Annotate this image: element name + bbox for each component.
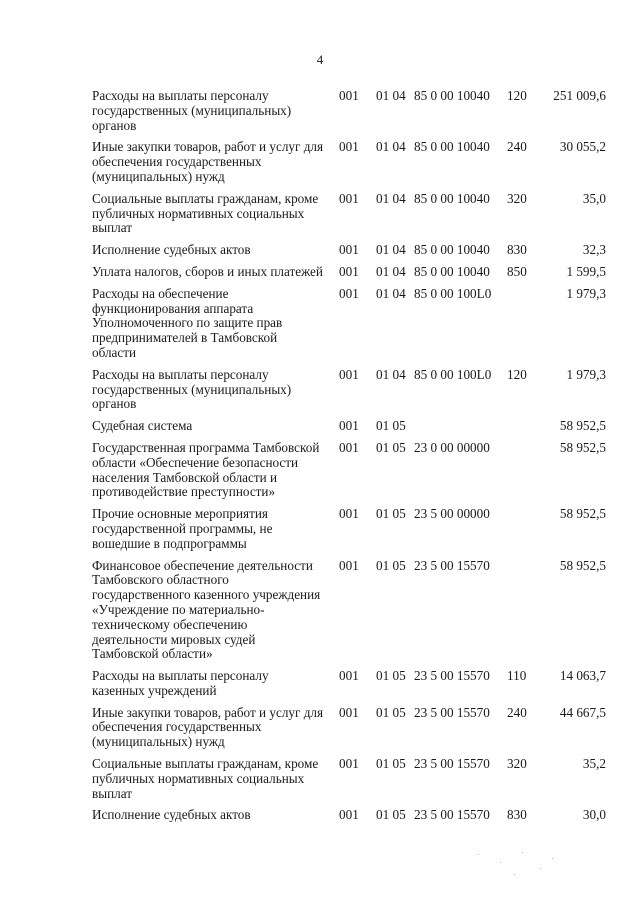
section-code: 01 05 xyxy=(376,418,406,434)
row-description: Расходы на выплаты персоналу казенных учреждений xyxy=(92,668,269,698)
row-description: Расходы на обеспечение функционирования аппарата Уполномоченного по защите прав предпринимателей в Тамбовской области xyxy=(92,285,283,360)
row-description: Прочие основные мероприятия государственной программы, не вошедшие в подпрограммы xyxy=(92,506,273,551)
article-code: 85 0 00 100L0 xyxy=(414,285,492,301)
amount: 1 979,3 xyxy=(566,366,606,382)
admin-code: 001 xyxy=(339,88,359,103)
table-row xyxy=(92,287,614,361)
article-code: 85 0 00 10040 xyxy=(414,88,490,103)
budget-table xyxy=(92,89,614,830)
table-row xyxy=(92,757,614,801)
amount: 58 952,5 xyxy=(559,506,606,522)
row-description: Социальные выплаты гражданам, кроме публичных нормативных социальных выплат xyxy=(92,756,319,801)
table-row xyxy=(92,192,614,236)
article-code: 23 5 00 00000 xyxy=(414,506,490,522)
article-code: 23 5 00 15570 xyxy=(414,557,490,573)
admin-code: 001 xyxy=(339,190,359,206)
amount: 35,0 xyxy=(582,190,606,206)
admin-code: 001 xyxy=(339,242,359,258)
table-row xyxy=(92,140,614,184)
section-code: 01 04 xyxy=(376,242,406,258)
amount: 58 952,5 xyxy=(559,439,606,455)
article-code: 23 5 00 15570 xyxy=(414,756,490,772)
amount: 58 952,5 xyxy=(559,418,606,434)
article-code: 85 0 00 10040 xyxy=(414,139,490,155)
section-code: 01 04 xyxy=(376,88,406,103)
amount: 58 952,5 xyxy=(559,557,606,573)
amount: 1 599,5 xyxy=(566,263,606,279)
section-code: 01 04 xyxy=(376,139,406,155)
section-code: 01 04 xyxy=(376,366,406,382)
article-code: 85 0 00 10040 xyxy=(414,263,490,279)
article-code: 85 0 00 10040 xyxy=(414,242,490,258)
section-code: 01 05 xyxy=(376,807,406,823)
section-code: 01 04 xyxy=(376,285,406,301)
admin-code: 001 xyxy=(339,807,359,823)
expense-type-code: 240 xyxy=(507,139,527,155)
admin-code: 001 xyxy=(339,366,359,382)
article-code: 85 0 00 100L0 xyxy=(414,366,492,382)
section-code: 01 05 xyxy=(376,704,406,720)
expense-type-code: 320 xyxy=(507,190,527,206)
table-row xyxy=(92,243,614,258)
row-description: Судебная система xyxy=(92,418,193,434)
section-code: 01 05 xyxy=(376,668,406,684)
row-description: Исполнение судебных актов xyxy=(92,807,251,823)
table-row xyxy=(92,89,614,133)
table-row xyxy=(92,669,614,699)
table-row xyxy=(92,441,614,500)
page-number: 4 xyxy=(316,52,324,67)
table-row xyxy=(92,265,614,280)
amount: 44 667,5 xyxy=(559,704,606,720)
expense-type-code: 830 xyxy=(507,807,527,823)
amount: 35,2 xyxy=(582,756,606,772)
amount: 30 055,2 xyxy=(559,139,606,155)
table-row xyxy=(92,368,614,412)
expense-type-code: 120 xyxy=(507,88,527,103)
table-row xyxy=(92,507,614,551)
section-code: 01 04 xyxy=(376,263,406,279)
amount: 14 063,7 xyxy=(559,668,606,684)
row-description: Иные закупки товаров, работ и услуг для обеспечения государственных (муниципальных) нужд xyxy=(92,139,324,184)
expense-type-code: 120 xyxy=(507,366,527,382)
row-description: Социальные выплаты гражданам, кроме публичных нормативных социальных выплат xyxy=(92,190,319,236)
table-row xyxy=(92,419,614,434)
row-description: Финансовое обеспечение деятельности Тамбовского областного государственного казенного учреждения «Учреждение по материально-техническому обеспечению деятельности мировых судей Тамбовской области» xyxy=(92,557,321,662)
expense-type-code: 850 xyxy=(507,263,527,279)
article-code: 23 5 00 15570 xyxy=(414,807,490,823)
table-row xyxy=(92,559,614,663)
row-description: Государственная программа Тамбовской области «Обеспечение безопасности населения Тамбовской области и противодействие преступности» xyxy=(92,439,320,500)
admin-code: 001 xyxy=(339,557,359,573)
admin-code: 001 xyxy=(339,139,359,155)
row-description: Иные закупки товаров, работ и услуг для обеспечения государственных (муниципальных) нужд xyxy=(92,704,324,750)
article-code: 85 0 00 10040 xyxy=(414,190,490,206)
admin-code: 001 xyxy=(339,285,359,301)
admin-code: 001 xyxy=(339,439,359,455)
admin-code: 001 xyxy=(339,263,359,279)
table-row xyxy=(92,706,614,750)
table-row xyxy=(92,808,614,823)
admin-code: 001 xyxy=(339,506,359,522)
row-description: Исполнение судебных актов xyxy=(92,242,251,258)
section-code: 01 04 xyxy=(376,190,406,206)
scan-noise xyxy=(470,850,560,880)
admin-code: 001 xyxy=(339,668,359,684)
row-description: Расходы на выплаты персоналу государственных (муниципальных) органов xyxy=(92,88,292,133)
section-code: 01 05 xyxy=(376,506,406,522)
expense-type-code: 110 xyxy=(507,668,527,684)
amount: 30,0 xyxy=(582,807,606,823)
admin-code: 001 xyxy=(339,418,359,434)
section-code: 01 05 xyxy=(376,557,406,573)
row-description: Уплата налогов, сборов и иных платежей xyxy=(92,263,323,279)
article-code: 23 5 00 15570 xyxy=(414,668,490,684)
admin-code: 001 xyxy=(339,704,359,720)
section-code: 01 05 xyxy=(376,439,406,455)
amount: 32,3 xyxy=(582,242,606,258)
section-code: 01 05 xyxy=(376,756,406,772)
amount: 1 979,3 xyxy=(566,285,606,301)
expense-type-code: 320 xyxy=(507,756,527,772)
row-description: Расходы на выплаты персоналу государственных (муниципальных) органов xyxy=(92,366,292,412)
amount: 251 009,6 xyxy=(553,88,606,103)
expense-type-code: 240 xyxy=(507,704,527,720)
article-code: 23 0 00 00000 xyxy=(414,439,490,455)
expense-type-code: 830 xyxy=(507,242,527,258)
admin-code: 001 xyxy=(339,756,359,772)
article-code: 23 5 00 15570 xyxy=(414,704,490,720)
